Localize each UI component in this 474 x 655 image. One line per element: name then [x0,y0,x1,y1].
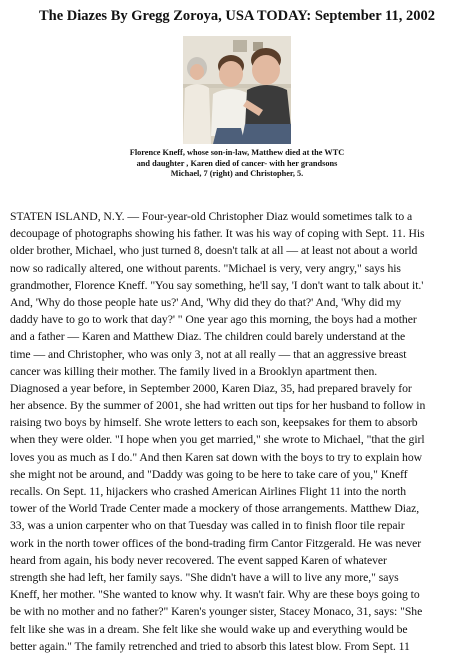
article-body-line: 33, was a union carpenter who on that Tuesday was called in to finish floor tile repair [10,519,405,533]
article-body-line: when they were older. "I hope when you get married," she wrote to Michael, "that the girl [10,433,425,447]
article-body-line: older brother, Michael, who just turned 8, doesn't talk at all — at least not about a world [10,244,418,258]
article-body-line: STATEN ISLAND, N.Y. — Four-year-old Christopher Diaz would sometimes talk to a [10,210,413,223]
article-body-line: strength she had left, her family says. "She didn't have a will to live any more," says [10,570,399,584]
article-body-line: recalls. On Sept. 11, hijackers who crashed American Airlines Flight 11 into the north [10,485,407,498]
family-photo [183,36,291,144]
article-body-line: better again." The family retrenched and tried to absorb this latest blow. From Sept. 11 [10,639,410,653]
article-body-line: be with no mother and no father?" Karen's younger sister, Stacey Monaco, 31, says: "She [10,605,423,619]
article-body-line: tower of the World Trade Center made a mockery of those arrangements. Matthew Diaz, [10,502,420,516]
article-body-line: cancer was killing their mother. The family lived in a Brooklyn apartment then. [10,364,378,378]
article-body-line: grandmother, Florence Kneff. "You say something, he'll say, 'I don't want to talk about it.' [10,278,424,292]
caption-line: and daughter , Karen died of cancer- with her grandsons [136,158,338,168]
photo-caption [70,148,404,180]
caption-line: Florence Kneff, whose son-in-law, Matthew died at the WTC [129,148,345,157]
article-body-line: Kneff, her mother. "She wanted to know why. It wasn't fair. Why are these boys going to [10,588,420,602]
article-headline: The Diazes By Gregg Zoroya, USA TODAY: September 11, 2002 [39,8,435,24]
article-body-line: raising two boys by himself. She wrote letters to each son, keepsakes for them to absorb [10,416,418,430]
article-body-line: Diagnosed a year before, in September 2000, Karen Diaz, 35, had prepared bravely for [10,381,412,395]
article-body-line: daddy have to go to work that day?' " One year ago this morning, the boys had a mother [10,313,417,327]
article-body-line: work in the north tower offices of the bond-trading firm Cantor Fitzgerald. He was never [10,536,422,550]
article-body-line: And, 'Why do those people hate us?' And, 'Why did they do that?' And, 'Why did my [10,295,402,309]
article-body-line: loves you as much as I do." And then Karen sat down with the boys to try to explain how [10,450,423,464]
family-photo-image [183,36,291,144]
article-body-line: time — and Christopher, who was only 3, not at all really — that an aggressive breast [10,347,407,361]
article-body-line: felt like she was in a dream. She felt like she would wake up and everything would be [10,622,408,636]
article-body-line: now so radically altered, one without parents. "Michael is very, very angry," says his [10,261,401,275]
article-body-line: decoupage of photographs showing his father. It was his way of coping with Sept. 11. His [10,227,425,241]
article-body [10,208,470,655]
caption-line: Michael, 7 (right) and Christopher, 5. [170,169,304,178]
article-body-line: she might not be around, and "Daddy was going to be here to take care of you," Kneff [10,467,408,481]
article-body-line: and a father — Karen and Matthew Diaz. The children could barely understand at the [10,330,406,344]
article-body-line: her absence. By the summer of 2001, she had written out tips for her husband to follow in [10,399,426,413]
article-body-line: heard from again, his body never recovered. The event sapped Karen of whatever [10,553,387,567]
